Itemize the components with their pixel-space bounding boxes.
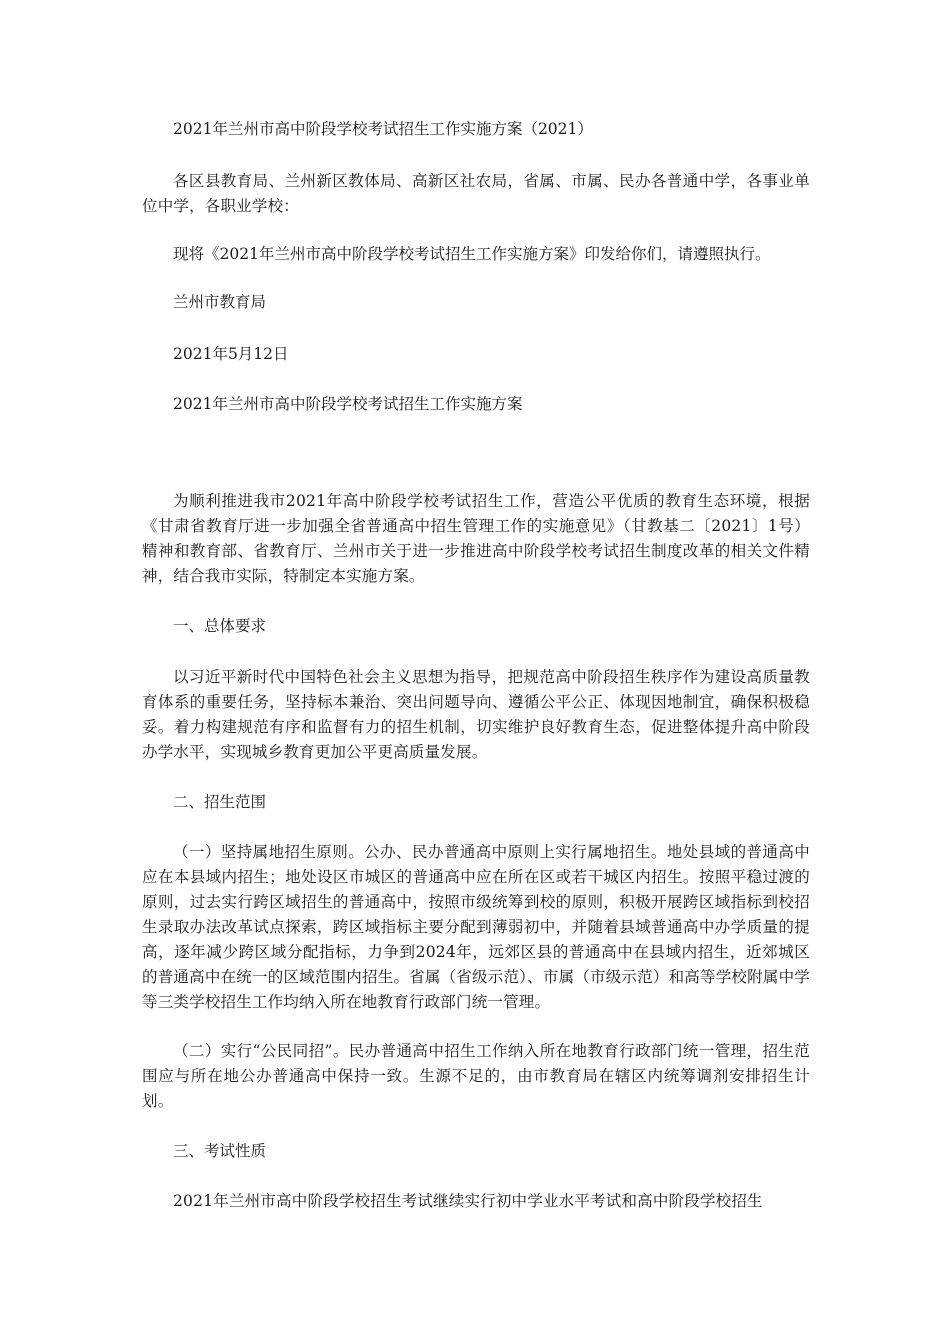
issuer-line: 兰州市教育局 [173, 293, 267, 311]
document-page [142, 0, 810, 1344]
document-subtitle: 2021年兰州市高中阶段学校考试招生工作实施方案 [173, 395, 523, 413]
section1-heading: 一、总体要求 [173, 617, 267, 635]
recipients-paragraph: 各区县教育局、兰州新区教体局、高新区社农局，省属、市属、民办各普通中学，各事业单位中学，各职业学校： [142, 172, 810, 215]
date-line: 2021年5月12日 [173, 345, 289, 363]
section2-item1-paragraph: （一）坚持属地招生原则。公办、民办普通高中原则上实行属地招生。地处县域的普通高中应在本县域内招生；地处设区市城区的普通高中应在所在区或若干城区内招生。按照平稳过渡的原则，过去实行跨区域招生的普通高中，按照市级统筹到校的原则，积极开展跨区域指标到校招生录取办法改革试点探索，跨区域指标主要分配到薄弱初中，并随着县域普通高中办学质量的提高，逐年减少跨区域分配指标，力争到2024年，远郊区县的普通高中在县域内招生，近郊城区的普通高中在统一的区域范围内招生。省属（省级示范）、市属（市级示范）和高等学校附属中学等三类学校招生工作均纳入所在地教育行政部门统一管理。 [142, 843, 810, 1011]
section3-paragraph: 2021年兰州市高中阶段学校招生考试继续实行初中学业水平考试和高中阶段学校招生 [173, 1192, 763, 1210]
notice-paragraph: 现将《2021年兰州市高中阶段学校考试招生工作实施方案》印发给你们，请遵照执行。 [173, 245, 771, 263]
document-title-line: 2021年兰州市高中阶段学校考试招生工作实施方案（2021） [173, 120, 593, 138]
section2-item2-paragraph: （二）实行“公民同招”。民办普通高中招生工作纳入所在地教育行政部门统一管理，招生范围应与所在地公办普通高中保持一致。生源不足的，由市教育局在辖区内统筹调剂安排招生计划。 [142, 1042, 810, 1110]
intro-paragraph: 为顺利推进我市2021年高中阶段学校考试招生工作，营造公平优质的教育生态环境，根据《甘肃省教育厅进一步加强全省普通高中招生管理工作的实施意见》（甘教基二〔2021〕1号）精神和教育部、省教育厅、兰州市关于进一步推进高中阶段学校考试招生制度改革的相关文件精神，结合我市实际，特制定本实施方案。 [142, 492, 810, 585]
section1-paragraph: 以习近平新时代中国特色社会主义思想为指导，把规范高中阶段招生秩序作为建设高质量教育体系的重要任务，坚持标本兼治、突出问题导向、遵循公平公正、体现因地制宜，确保积极稳妥。着力构建规范有序和监督有力的招生机制，切实维护良好教育生态，促进整体提升高中阶段办学水平，实现城乡教育更加公平更高质量发展。 [142, 668, 810, 761]
section2-heading: 二、招生范围 [173, 793, 267, 811]
section3-heading: 三、考试性质 [173, 1142, 267, 1160]
